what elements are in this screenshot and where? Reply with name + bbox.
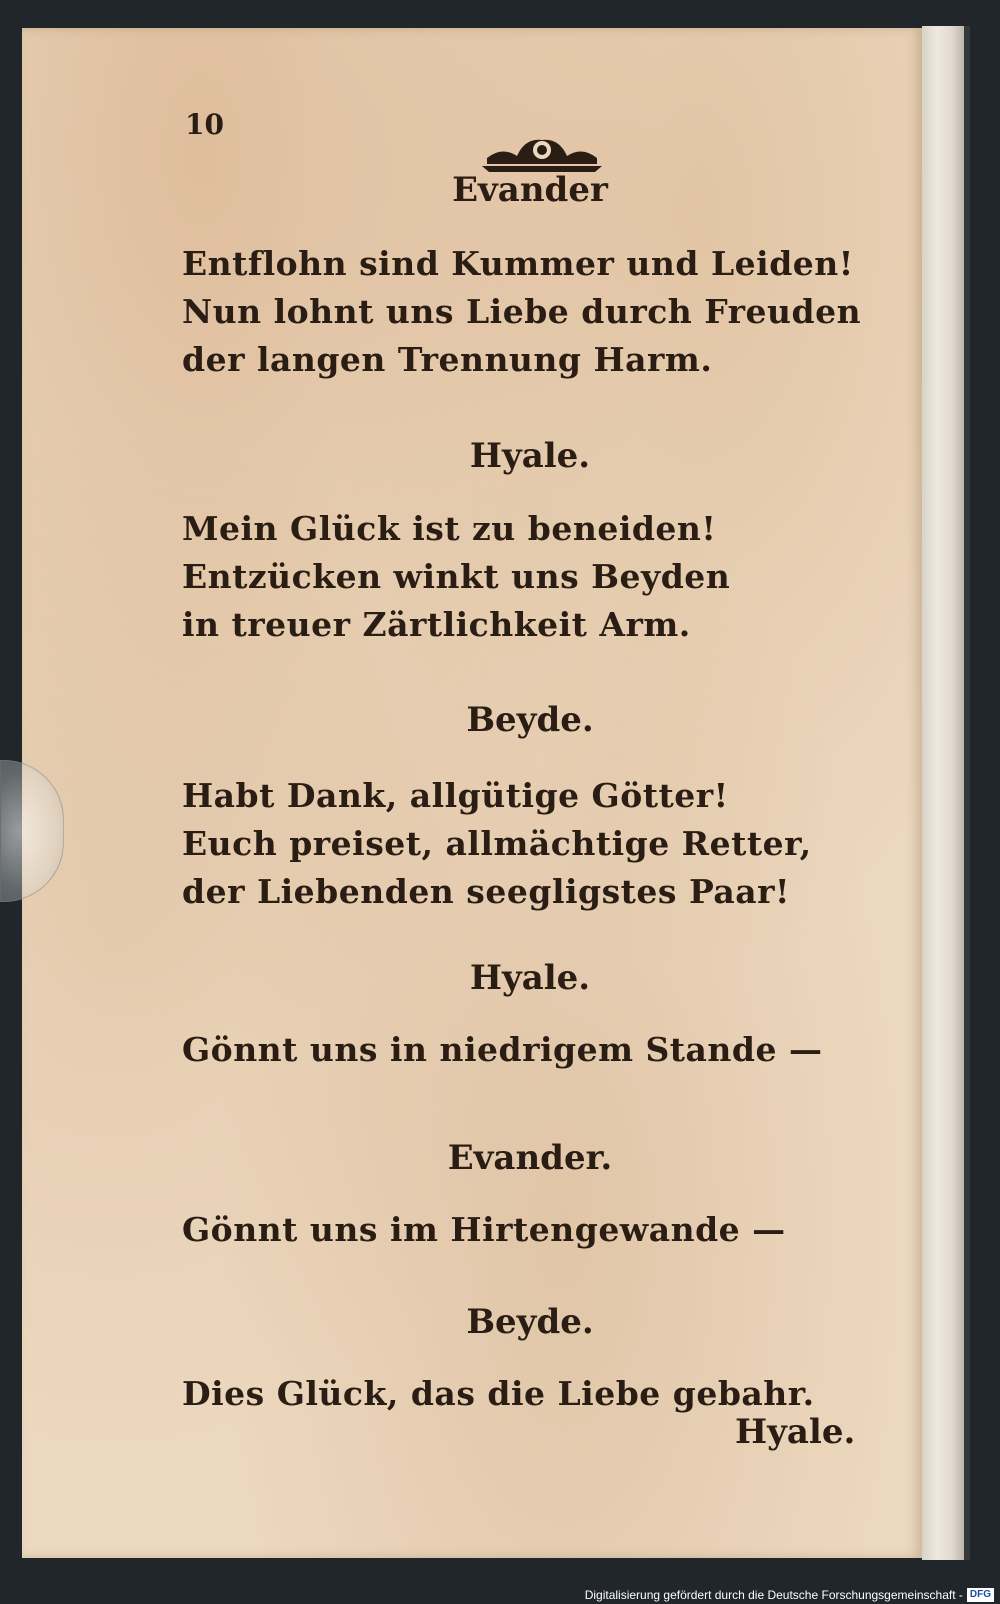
verse-line: in treuer Zärtlichkeit Arm. [182,605,691,644]
stanza [182,1370,862,1418]
speaker-heading: Hyale. [469,958,591,998]
speaker-heading: Hyale. [469,436,591,476]
dfg-logo-icon: DFG [967,1588,994,1602]
stanza [182,1206,862,1254]
stanza [182,240,862,384]
verse-line: der Liebenden seegligstes Paar! [182,872,791,911]
digitization-credit [585,1588,994,1602]
catchword: Hyale. [735,1412,856,1452]
speaker-heading: Beyde. [466,1302,594,1342]
book-gutter [922,26,964,1560]
verse-line: Habt Dank, allgütige Götter! [182,776,729,815]
speaker-heading: Beyde. [466,700,594,740]
verse-line: Gönnt uns in niedrigem Stande — [182,1030,823,1069]
verse-line: Nun lohnt uns Liebe durch Freuden [182,292,862,331]
stanza [182,772,862,916]
verse-line: der langen Trennung Harm. [182,340,713,379]
credit-text: Digitalisierung gefördert durch die Deutsche Forschungsgemeinschaft - [584,1588,963,1602]
speaker-heading: Evander. [447,1138,613,1178]
stanza [182,505,862,649]
verse-line: Dies Glück, das die Liebe gebahr. [182,1374,815,1413]
verse-line: Mein Glück ist zu beneiden! [182,509,717,548]
speaker-heading: Evander [452,170,608,210]
stanza [182,1026,862,1074]
verse-line: Euch preiset, allmächtige Retter, [182,824,812,863]
verse-line: Gönnt uns im Hirtengewande — [182,1210,786,1249]
page-number: 10 [185,108,224,141]
page-edge [964,26,970,1560]
verse-line: Entflohn sind Kummer und Leiden! [182,244,854,283]
verse-line: Entzücken winkt uns Beyden [182,557,731,596]
